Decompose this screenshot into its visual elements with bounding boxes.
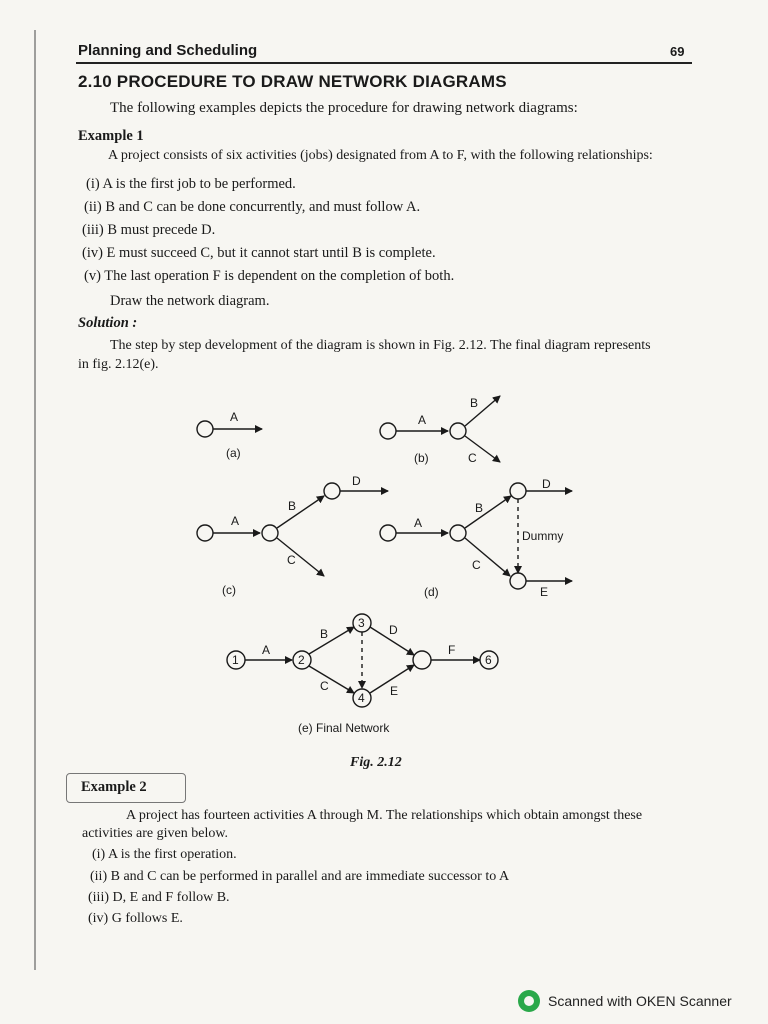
caption-e: (e) Final Network (298, 721, 390, 735)
diagram-b (380, 396, 500, 462)
event-node (380, 525, 396, 541)
node-number: 6 (485, 653, 492, 667)
example1-item: (iii) B must precede D. (82, 222, 216, 238)
example2-lead: activities are given below. (82, 826, 229, 841)
example2-lead: A project has fourteen activities A through M. The relationships which obtain amongst these (126, 808, 643, 823)
activity-label: B (288, 499, 297, 513)
event-node (510, 483, 526, 499)
solution-text: in fig. 2.12(e). (78, 357, 159, 372)
event-node (197, 421, 213, 437)
activity-label: B (320, 627, 329, 641)
scanner-watermark (518, 990, 732, 1012)
section-title: 2.10 PROCEDURE TO DRAW NETWORK DIAGRAMS (78, 72, 507, 91)
solution-text: The step by step development of the diagram is shown in Fig. 2.12. The final diagram represents (110, 338, 651, 353)
event-node (380, 423, 396, 439)
example1-item: (ii) B and C can be done concurrently, and must follow A. (84, 199, 421, 215)
activity-label: A (230, 410, 239, 424)
page-number: 69 (670, 44, 685, 59)
event-node (324, 483, 340, 499)
activity-label: D (352, 474, 361, 488)
example1-task: Draw the network diagram. (110, 293, 270, 309)
example2-item: (iv) G follows E. (88, 911, 183, 926)
node-number: 3 (358, 616, 365, 630)
activity-label: A (262, 643, 271, 657)
scanner-text: Scanned with OKEN Scanner (548, 993, 732, 1009)
activity-arrow (277, 538, 324, 576)
activity-label: C (320, 679, 329, 693)
caption-a: (a) (226, 446, 241, 460)
example2-item: (i) A is the first operation. (92, 847, 237, 862)
activity-label: A (231, 514, 240, 528)
running-header: Planning and Scheduling (78, 42, 258, 59)
activity-arrow (309, 666, 354, 693)
activity-label: B (475, 501, 484, 515)
activity-label: C (468, 451, 477, 465)
activity-label: E (390, 684, 399, 698)
example2-item: (iii) D, E and F follow B. (88, 890, 230, 905)
event-node (450, 423, 466, 439)
activity-label: A (418, 413, 427, 427)
activity-label: B (470, 396, 479, 410)
activity-label: C (287, 553, 296, 567)
example1-item: (iv) E must succeed C, but it cannot start until B is complete. (82, 245, 436, 261)
activity-label: C (472, 558, 481, 572)
node-number: 1 (232, 653, 239, 667)
activity-arrow (309, 627, 354, 654)
example2-item: (ii) B and C can be performed in parallel and are immediate successor to A (90, 869, 510, 884)
example1-item: (v) The last operation F is dependent on the completion of both. (84, 268, 455, 284)
event-node (262, 525, 278, 541)
caption-c: (c) (222, 583, 236, 597)
activity-arrow (465, 496, 511, 528)
header-rule (76, 62, 692, 64)
figure-caption: Fig. 2.12 (350, 755, 402, 770)
activity-label: A (414, 516, 423, 530)
node-number: 4 (358, 691, 365, 705)
activity-label: D (389, 623, 398, 637)
node-number: 2 (298, 653, 305, 667)
dummy-label: Dummy (522, 529, 564, 543)
example1-item: (i) A is the first job to be performed. (86, 176, 296, 192)
event-node (413, 651, 431, 669)
intro-text: The following examples depicts the procedure for drawing network diagrams: (110, 100, 578, 116)
example2-heading-box (66, 773, 186, 803)
network-diagram-figure (0, 380, 768, 750)
event-node (197, 525, 213, 541)
event-node (450, 525, 466, 541)
example2-heading: Example 2 (81, 779, 147, 795)
caption-d: (d) (424, 585, 439, 599)
example1-lead: A project consists of six activities (jobs) designated from A to F, with the following relationships: (108, 148, 653, 163)
event-node (510, 573, 526, 589)
example1-heading: Example 1 (78, 128, 144, 144)
caption-b: (b) (414, 451, 429, 465)
scanner-logo-icon (518, 990, 540, 1012)
activity-arrow (277, 496, 324, 528)
activity-label: F (448, 643, 456, 657)
solution-label: Solution : (78, 315, 138, 331)
activity-label: D (542, 477, 551, 491)
activity-label: E (540, 585, 549, 599)
